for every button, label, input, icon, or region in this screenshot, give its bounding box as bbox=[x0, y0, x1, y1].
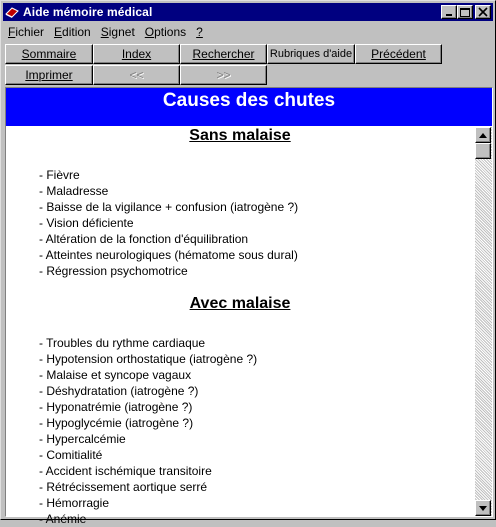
title-bar[interactable] bbox=[3, 3, 493, 21]
sommaire-label: Sommaire bbox=[21, 47, 77, 61]
book-icon[interactable] bbox=[5, 5, 19, 19]
browse-back-label: << bbox=[129, 68, 144, 82]
rechercher-label: Rechercher bbox=[192, 47, 255, 61]
button-bar bbox=[5, 44, 493, 86]
menu-signet[interactable] bbox=[96, 25, 140, 39]
list-item: - Régression psychomotrice bbox=[39, 264, 188, 278]
menu-fichier-accel: F bbox=[8, 24, 16, 39]
topic-content bbox=[5, 87, 493, 526]
menu-help[interactable] bbox=[191, 25, 208, 39]
menu-edition-accel: E bbox=[54, 24, 63, 39]
list-item: - Accident ischémique transitoire bbox=[39, 464, 212, 478]
list-item: - Malaise et syncope vagaux bbox=[39, 368, 192, 382]
imprimer-button[interactable] bbox=[5, 65, 93, 85]
close-button[interactable] bbox=[475, 5, 491, 19]
menu-options-label: ptions bbox=[154, 24, 187, 39]
menu-signet-accel: S bbox=[100, 24, 109, 39]
list-sans-malaise bbox=[39, 167, 298, 279]
index-label: Index bbox=[121, 47, 152, 61]
menu-edition[interactable] bbox=[49, 25, 96, 39]
list-avec-malaise bbox=[39, 335, 257, 527]
window-title: Aide mémoire médical bbox=[23, 5, 153, 19]
list-item: - Anémie bbox=[39, 512, 87, 526]
scroll-thumb[interactable] bbox=[475, 143, 491, 159]
list-item: - Hypotension orthostatique (iatrogène ?) bbox=[39, 352, 258, 366]
browse-forward-button[interactable] bbox=[180, 65, 267, 85]
list-item: - Vision déficiente bbox=[39, 216, 134, 230]
imprimer-label: Imprimer bbox=[25, 68, 73, 82]
list-item: - Hémorragie bbox=[39, 496, 110, 510]
rubriques-aide-label: Rubriques d'aide bbox=[269, 48, 353, 60]
list-item: - Altération de la fonction d'équilibration bbox=[39, 232, 249, 246]
scroll-down-button[interactable] bbox=[475, 500, 491, 516]
topic-body[interactable] bbox=[6, 127, 474, 526]
browse-back-button[interactable] bbox=[93, 65, 180, 85]
scroll-up-button[interactable] bbox=[475, 127, 491, 143]
rubriques-aide-button[interactable] bbox=[267, 44, 355, 64]
list-item: - Baisse de la vigilance + confusion (iatrogène ?) bbox=[39, 200, 299, 214]
precedent-label: Précédent bbox=[371, 47, 426, 61]
minimize-button[interactable] bbox=[441, 5, 457, 19]
menu-help-accel: ? bbox=[196, 24, 203, 39]
index-button[interactable] bbox=[93, 44, 180, 64]
arrow-up-icon bbox=[479, 133, 487, 138]
list-item: - Rétrécissement aortique serré bbox=[39, 480, 208, 494]
list-item: - Atteintes neurologiques (hématome sous dural) bbox=[39, 248, 298, 262]
section-title-sans-malaise: Sans malaise bbox=[189, 127, 291, 144]
sommaire-button[interactable] bbox=[5, 44, 93, 64]
precedent-button[interactable] bbox=[355, 44, 442, 64]
list-item: - Maladresse bbox=[39, 184, 109, 198]
list-item: - Comitialité bbox=[39, 448, 103, 462]
close-icon bbox=[479, 8, 487, 16]
maximize-icon bbox=[460, 8, 470, 17]
section-title-avec-malaise: Avec malaise bbox=[189, 295, 291, 312]
list-item: - Hypercalcémie bbox=[39, 432, 126, 446]
menu-bar bbox=[3, 22, 493, 41]
list-item: - Hypoglycémie (iatrogène ?) bbox=[39, 416, 194, 430]
browse-forward-label: >> bbox=[216, 68, 231, 82]
menu-options-accel: O bbox=[144, 24, 155, 39]
list-item: - Fièvre bbox=[39, 168, 80, 182]
menu-options[interactable] bbox=[140, 25, 191, 39]
list-item: - Troubles du rythme cardiaque bbox=[39, 336, 206, 350]
rechercher-button[interactable] bbox=[180, 44, 267, 64]
menu-signet-label: ignet bbox=[108, 24, 135, 39]
minimize-icon bbox=[445, 8, 453, 16]
menu-edition-label: dition bbox=[62, 24, 91, 39]
vertical-scrollbar[interactable] bbox=[475, 127, 492, 516]
list-item: - Déshydratation (iatrogène ?) bbox=[39, 384, 199, 398]
page-title: Causes des chutes bbox=[162, 90, 336, 111]
menu-fichier-label: ichier bbox=[15, 24, 45, 39]
list-item: - Hyponatrémie (iatrogène ?) bbox=[39, 400, 193, 414]
topic-header bbox=[6, 88, 492, 126]
arrow-down-icon bbox=[479, 506, 487, 511]
menu-fichier[interactable] bbox=[3, 25, 49, 39]
maximize-button[interactable] bbox=[457, 5, 473, 19]
